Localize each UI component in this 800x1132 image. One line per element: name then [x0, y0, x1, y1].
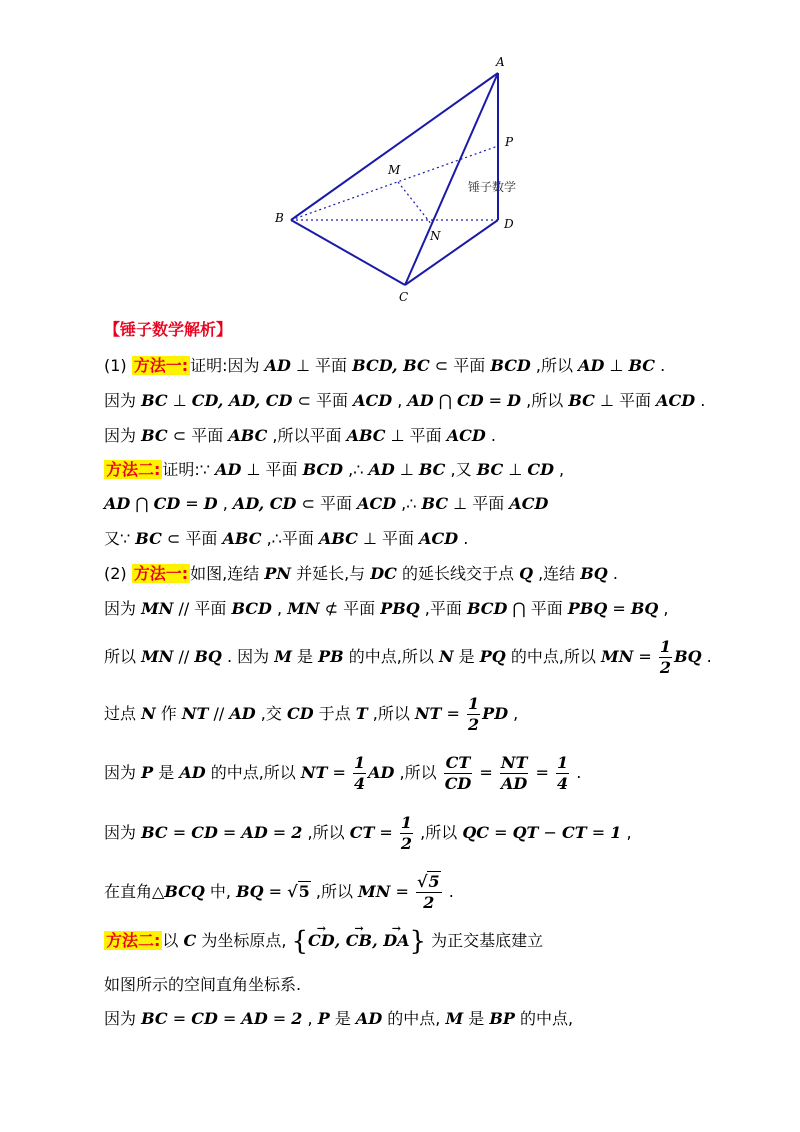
math-symbol: BC [141, 823, 168, 842]
segment-bp [291, 146, 498, 220]
text-run: , [392, 391, 408, 410]
math-symbol: AD [368, 460, 395, 479]
vector: → DA [383, 930, 409, 952]
fraction-numerator: 1 [400, 813, 413, 832]
text-run: 的中点, [514, 1009, 574, 1028]
method-tag: 方法二: [106, 460, 161, 479]
math-symbol: PQ [479, 647, 506, 666]
text-run: 的中点,所以 [205, 763, 301, 782]
math-symbol: CD [456, 391, 484, 410]
math-symbol: AD [407, 391, 434, 410]
math-symbol: C [183, 931, 197, 950]
text-run: = [217, 823, 242, 842]
text-run: ,交 [255, 704, 287, 723]
text-run: ,所以平面 [267, 426, 347, 445]
math-symbol: BQ [630, 599, 659, 618]
text-run: = [607, 599, 631, 618]
fraction-denominator: 2 [659, 658, 672, 677]
text-run: ⊂ 平面 [167, 426, 229, 445]
text-run: ⊄ 平面 [319, 599, 381, 618]
math-symbol: CD [527, 460, 554, 479]
text-run: ⋂ 平面 [507, 599, 568, 618]
text-run: , [271, 599, 288, 618]
text-run: = [327, 763, 351, 782]
fraction-numerator: 1 [556, 753, 569, 772]
text-run: 过点 [104, 704, 142, 723]
math-symbol: N [141, 704, 156, 723]
fraction [400, 813, 413, 854]
fraction-denominator: 2 [468, 715, 480, 734]
text-run: 因为 [104, 599, 142, 618]
text-run: = [167, 1009, 192, 1028]
solution-line [104, 598, 669, 620]
text-run: . 因为 [221, 647, 275, 666]
text-run: , [621, 823, 632, 842]
math-symbol: BCD [490, 356, 531, 375]
math-symbol: AD [241, 1009, 268, 1028]
text-run: = [586, 823, 611, 842]
text-run: 于点 [313, 704, 356, 723]
math-symbol: , [372, 931, 384, 950]
text-run: ⊂ 平面 [429, 356, 491, 375]
solution-line [104, 459, 564, 481]
math-symbol: BQ [236, 882, 264, 901]
math-symbol: BC [141, 391, 168, 410]
text-run: ,平面 [419, 599, 467, 618]
math-symbol: MN [141, 599, 174, 618]
vector: → CD [308, 930, 335, 952]
fraction-denominator: 2 [400, 834, 413, 853]
text-run: ,所以 [367, 704, 415, 723]
math-symbol: PBQ [380, 599, 420, 618]
text-run: = [489, 823, 513, 842]
square-root: √5 [287, 882, 310, 901]
text-run: // [208, 704, 230, 723]
text-run: ,连结 [533, 564, 581, 583]
fraction-numerator: 1 [468, 694, 480, 713]
text-run: . [571, 763, 582, 782]
text-run: ⊥ 平面 [357, 529, 420, 548]
math-symbol: MN [141, 647, 174, 666]
math-symbol: BCQ [164, 882, 205, 901]
solution-line [104, 813, 632, 854]
math-symbol: CD [153, 494, 181, 513]
text-run: ⊥ 平面 [290, 356, 353, 375]
text-run: 中, [204, 882, 237, 901]
math-symbol: BCD [231, 599, 272, 618]
math-symbol: MN [601, 647, 634, 666]
text-run: , [658, 599, 669, 618]
math-symbol: BC [418, 460, 446, 479]
math-symbol: PN [264, 564, 291, 583]
fraction-numerator: 1 [659, 637, 672, 656]
text-run: 证明:∵ [162, 460, 216, 479]
text-run: = [441, 704, 466, 723]
text-run: 证明:因为 [190, 356, 265, 375]
math-symbol: AD [264, 356, 291, 375]
text-run: . [458, 529, 469, 548]
text-run: ,所以 [302, 823, 350, 842]
text-run: = [633, 647, 657, 666]
text-run: 并延长,与 [291, 564, 371, 583]
fraction-denominator: 4 [556, 774, 569, 793]
math-symbol: BCD [466, 599, 508, 618]
solution-line [104, 563, 618, 585]
label-d: D [504, 217, 514, 231]
math-symbol: CD [191, 823, 218, 842]
text-run: , [302, 1009, 318, 1028]
text-run: = [530, 763, 554, 782]
math-symbol: 1 [610, 823, 622, 842]
math-symbol: PBQ [567, 599, 608, 618]
fraction [353, 753, 366, 794]
math-symbol: BC [141, 426, 168, 445]
math-symbol: P [141, 763, 154, 782]
text-run: = [217, 1009, 242, 1028]
fraction-denominator: CD [444, 774, 472, 793]
text-run: ,所以 [394, 763, 442, 782]
square-root: √5 [416, 872, 440, 891]
fraction [659, 637, 672, 678]
math-symbol: MN [358, 882, 391, 901]
text-run: 因为 [104, 1009, 142, 1028]
math-symbol: ACD [509, 494, 549, 513]
math-symbol: BQ [674, 647, 702, 666]
text-run: 是 [291, 647, 319, 666]
text-run: ⊂ 平面 [292, 391, 354, 410]
solution-line [104, 1008, 573, 1030]
math-symbol: CT [349, 823, 375, 842]
text-run: 的中点, [382, 1009, 446, 1028]
math-symbol: DC [370, 564, 397, 583]
math-symbol: AD [578, 356, 605, 375]
label-p: P [505, 135, 514, 149]
math-symbol: BC [135, 529, 162, 548]
math-symbol: BCD, BC [352, 356, 430, 375]
math-symbol: T [355, 704, 368, 723]
solution-line [104, 872, 454, 913]
text-run: 是 [329, 1009, 356, 1028]
math-symbol: AD [215, 460, 242, 479]
text-run: ⊥ 平面 [385, 426, 447, 445]
math-symbol: PD [482, 704, 509, 723]
solution-line [104, 355, 665, 377]
math-symbol: BQ [580, 564, 608, 583]
fraction-denominator: 4 [353, 774, 366, 793]
math-symbol: , [334, 931, 346, 950]
solution-line [104, 425, 496, 447]
math-symbol: QT [512, 823, 539, 842]
math-symbol: AD [355, 1009, 383, 1028]
solution-line [104, 637, 712, 678]
fraction [500, 753, 529, 794]
fraction-numerator [416, 872, 442, 893]
method-tag: 方法一: [133, 564, 189, 583]
text-run: 作 [155, 704, 182, 723]
text-run: = [390, 882, 414, 901]
text-run: 的延长线交于点 [396, 564, 520, 583]
text-run: 因为 [104, 763, 142, 782]
text-run: ,∴平面 [261, 529, 319, 548]
math-symbol: CD, AD, CD [191, 391, 293, 410]
fraction [444, 753, 473, 794]
text-run: 所以 [104, 647, 142, 666]
text-run: 为坐标原点, [196, 931, 292, 950]
math-symbol: ACD [353, 391, 393, 410]
text-run: 因为 [104, 823, 142, 842]
solution-line [104, 926, 544, 957]
math-symbol: BC [568, 391, 595, 410]
text-run: 为正交基底建立 [426, 931, 544, 950]
text-run: // [173, 647, 195, 666]
text-run: ,所以 [530, 356, 579, 375]
math-symbol: AD [368, 763, 395, 782]
brace: } [409, 926, 427, 957]
math-symbol: BCD [302, 460, 344, 479]
label-m: M [388, 163, 401, 177]
math-symbol: NT [300, 763, 328, 782]
text-run: 如图,连结 [190, 564, 265, 583]
math-symbol: AD, CD [232, 494, 297, 513]
fraction-denominator: 2 [423, 893, 435, 912]
math-symbol: 2 [291, 823, 303, 842]
method-tag: 方法一: [133, 356, 189, 375]
math-symbol: ABC [228, 426, 268, 445]
text-run: = [483, 391, 508, 410]
math-symbol: AD [179, 763, 206, 782]
math-symbol: P [317, 1009, 330, 1028]
math-symbol: BQ [194, 647, 222, 666]
text-run: 以 [162, 931, 184, 950]
text-run: 在直角△ [104, 882, 165, 901]
text-run: − [538, 823, 562, 842]
text-run: 是 [463, 1009, 490, 1028]
math-symbol: ACD [357, 494, 397, 513]
solution-line [104, 974, 301, 996]
math-symbol: N [438, 647, 454, 666]
text-run: . [695, 391, 706, 410]
radicand: 5 [298, 882, 310, 901]
text-run: ⊂ 平面 [296, 494, 358, 513]
math-symbol: CT [562, 823, 587, 842]
fraction-numerator: CT [445, 753, 471, 772]
math-symbol: ABC [318, 529, 358, 548]
solution-line [104, 528, 468, 550]
text-run: = [267, 823, 292, 842]
text-run: ⊥ [167, 391, 192, 410]
vector: → CB [346, 930, 372, 952]
brace: { [291, 926, 309, 957]
text-run: 因为 [104, 426, 142, 445]
math-symbol: M [445, 1009, 464, 1028]
text-run: ,所以 [521, 391, 569, 410]
watermark: 锤子数学 [468, 180, 517, 194]
fraction [467, 694, 480, 735]
text-run: ,∴ [343, 460, 369, 479]
text-run: ,∴ [396, 494, 422, 513]
label-c: C [399, 290, 409, 304]
math-symbol: NT [181, 704, 209, 723]
text-run: ⋂ [433, 391, 457, 410]
math-symbol: D [203, 494, 218, 513]
text-run: . [701, 647, 712, 666]
math-symbol: BP [489, 1009, 515, 1028]
text-run: // 平面 [173, 599, 232, 618]
text-run: . [655, 356, 666, 375]
text-run: (1) [104, 356, 132, 375]
method-tag: 方法二: [106, 931, 161, 950]
text-run: 如图所示的空间直角坐标系. [104, 975, 302, 994]
text-run: , [217, 494, 233, 513]
radicand: 5 [428, 872, 440, 891]
text-run: 又∵ [104, 529, 136, 548]
math-symbol: ABC [222, 529, 262, 548]
edge-ab [291, 73, 498, 220]
math-symbol: ACD [446, 426, 486, 445]
text-run: ⊥ [394, 460, 419, 479]
text-run: ⊥ 平面 [594, 391, 657, 410]
math-symbol: 2 [291, 1009, 303, 1028]
text-run: ⊥ 平面 [241, 460, 303, 479]
math-symbol: CD [286, 704, 314, 723]
text-run: 是 [153, 763, 180, 782]
text-run: 的中点,所以 [343, 647, 439, 666]
tetrahedron-figure [265, 50, 545, 310]
text-run: ⊥ [604, 356, 629, 375]
solution-line [104, 390, 705, 412]
fraction [556, 753, 569, 794]
text-run: ⊥ [503, 460, 528, 479]
math-symbol: BC [421, 494, 449, 513]
text-run: (2) [104, 564, 132, 583]
label-n: N [430, 229, 441, 243]
math-symbol: AD [241, 823, 268, 842]
solution-line [104, 493, 548, 515]
segment-mn [398, 182, 432, 225]
solution-line [104, 753, 581, 794]
text-run: , [508, 704, 519, 723]
text-run: . [607, 564, 618, 583]
label-b: B [275, 211, 284, 225]
text-run: = [374, 823, 398, 842]
section-title: 【锤子数学解析】 [104, 320, 233, 339]
text-run: ,所以 [310, 882, 359, 901]
text-run: . [485, 426, 496, 445]
text-run: = [167, 823, 192, 842]
text-run: ,所以 [415, 823, 463, 842]
fraction [416, 872, 442, 913]
text-run: ⊂ 平面 [161, 529, 223, 548]
text-run: ⋂ [130, 494, 154, 513]
math-symbol: PB [318, 647, 344, 666]
text-run: ,又 [445, 460, 477, 479]
math-symbol: Q [519, 564, 533, 583]
math-symbol: AD [104, 494, 131, 513]
fraction-numerator: NT [500, 753, 528, 772]
text-run: 因为 [104, 391, 142, 410]
text-run: = [267, 1009, 292, 1028]
math-symbol: ACD [419, 529, 459, 548]
fraction-denominator: AD [500, 774, 528, 793]
math-symbol: MN [287, 599, 320, 618]
math-symbol: ACD [656, 391, 696, 410]
text-run: ⊥ 平面 [448, 494, 510, 513]
text-run: 是 [453, 647, 480, 666]
math-symbol: BC [476, 460, 504, 479]
math-symbol: QC [462, 823, 489, 842]
edge-bc [291, 220, 405, 285]
math-symbol: D [507, 391, 522, 410]
math-symbol: CD [191, 1009, 218, 1028]
math-symbol: AD [229, 704, 256, 723]
math-symbol: M [274, 647, 292, 666]
text-run: = [263, 882, 288, 901]
label-a: A [496, 55, 505, 69]
math-symbol: NT [414, 704, 442, 723]
math-symbol: BC [628, 356, 656, 375]
text-run: = [180, 494, 204, 513]
math-symbol: ABC [346, 426, 386, 445]
math-symbol: BC [141, 1009, 168, 1028]
solution-line [104, 694, 518, 735]
text-run: 的中点,所以 [505, 647, 601, 666]
text-run: , [553, 460, 565, 479]
text-run: = [474, 763, 498, 782]
text-run: . [443, 882, 454, 901]
fraction-numerator: 1 [353, 753, 366, 772]
